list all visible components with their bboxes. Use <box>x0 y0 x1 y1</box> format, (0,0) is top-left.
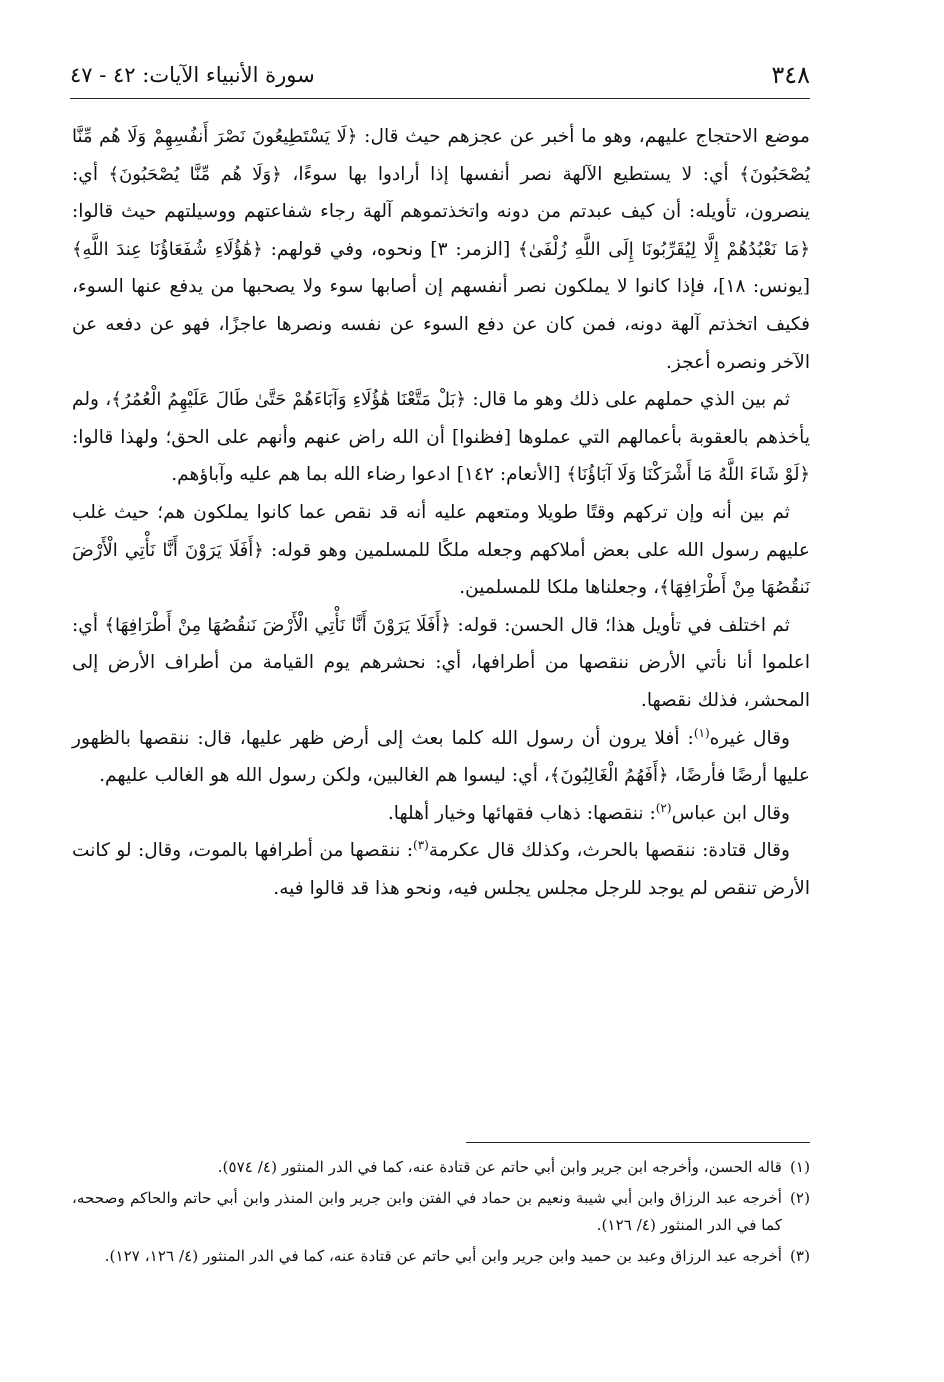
text-segment: ثم بين أنه وإن تركهم وقتًا طويلا ومتعهم عليه أنه قد نقص عما كانوا يملكون هم؛ حيث غلب عليهم رسول الله على بعض أملاكهم وجعله ملكًا للمسلمين وهو قوله: <box>72 501 810 561</box>
footnote-number: (١) <box>789 1158 810 1176</box>
text-segment: أي: لا يستطيع الآلهة نصر أنفسها إذا أرادوا بها سوءًا، <box>281 163 740 185</box>
text-segment: وقال غيره <box>709 727 790 749</box>
quran-quote: ﴿وَلَا هُم مِّنَّا يُصْحَبُونَ﴾ <box>108 163 282 185</box>
footnote-3 <box>72 1243 810 1270</box>
paragraph-2 <box>72 381 810 494</box>
footnote-reference[interactable]: (٣) <box>413 838 429 853</box>
text-segment: أي: ينصرون، تأويله: أن كيف عبدتم من دونه واتخذتموهم آلهة رجاء شفاعتهم ووسيلتهم حيث قالوا: <box>72 163 810 223</box>
quran-quote: ﴿هَٰؤُلَاءِ شُفَعَاؤُنَا عِندَ اللَّهِ﴾ <box>72 238 263 260</box>
text-segment: : أفلا يرون أن رسول الله كلما بعث إلى أرض ظهر عليها، قال: ننقصها بالظهور عليها أرضًا فأرضًا، <box>72 727 810 787</box>
page-header <box>70 52 810 99</box>
text-segment: وقال ابن عباس <box>671 802 790 824</box>
quran-quote: ﴿أَفَهُمُ الْغَالِبُونَ﴾ <box>549 765 669 787</box>
paragraph-1 <box>72 118 810 381</box>
footnote-2 <box>72 1185 810 1239</box>
footnote-number: (٢) <box>789 1189 810 1207</box>
text-segment: : ننقصها من أطرافها بالموت، وقال: لو كانت الأرض تنقص لم يوجد للرجل مجلس يجلس فيه، ونحو هذا قد قالوا فيه. <box>72 840 810 899</box>
text-segment: موضع الاحتجاج عليهم، وهو ما أخبر عن عجزهم حيث قال: <box>357 126 810 147</box>
quran-quote: ﴿أَفَلَا يَرَوْنَ أَنَّا نَأْتِي الْأَرْضَ نَنقُصُهَا مِنْ أَطْرَافِهَا﴾ <box>72 539 810 599</box>
footnote-number: (٣) <box>789 1247 810 1265</box>
text-segment: وقال قتادة: ننقصها بالحرث، وكذلك قال عكرمة <box>428 840 790 862</box>
text-segment: ، أي: ليسوا هم الغالبين، ولكن رسول الله هو الغالب عليهم. <box>99 765 550 787</box>
paragraph-5 <box>72 720 810 795</box>
text-segment: [يونس: ١٨]، فإذا كانوا لا يملكون نصر أنفسهم إن أصابها سوء ولا يصحبها من يدفع عنها السوء، فكيف اتخذتم آلهة دونه، فمن كان عن دفع السوء عن نفسه ونصرها عاجزًا، فهو عن دفعه عن الآخر ونصره أعجز. <box>72 276 810 373</box>
text-segment: : ننقصها: ذهاب فقهائها وخيار أهلها. <box>387 802 656 824</box>
footnote-text: أخرجه عبد الرزاق وابن أبي شيبة ونعيم بن حماد في الفتن وابن جرير وابن المنذر وابن أبي حاتم والحاكم وصححه، كما في الدر المنثور (٤/ ١٢٦). <box>72 1189 782 1234</box>
page-number: ٣٤٨ <box>771 61 810 89</box>
paragraph-4 <box>72 607 810 720</box>
main-text <box>72 118 810 907</box>
quran-quote: ﴿لَوْ شَاءَ اللَّهُ مَا أَشْرَكْنَا وَلَا آبَاؤُنَا﴾ <box>566 464 810 486</box>
quran-quote: ﴿مَا نَعْبُدُهُمْ إِلَّا لِيُقَرِّبُونَا إِلَى اللَّهِ زُلْفَىٰ﴾ <box>518 238 810 260</box>
footnote-reference[interactable]: (١) <box>693 725 710 740</box>
paragraph-7 <box>72 832 810 907</box>
footnote-text: قاله الحسن، وأخرجه ابن جرير وابن أبي حاتم عن قتادة عنه، كما في الدر المنثور (٤/ ٥٧٤). <box>217 1158 782 1176</box>
text-segment: [الزمر: ٣] ونحوه، وفي قولهم: <box>262 238 519 260</box>
text-segment: ، ولم يأخذهم بالعقوبة بأعمالهم التي عملوها [فظنوا] أن الله راض عنهم وأنهم على الحق؛ ولهذا قالوا: <box>72 389 810 448</box>
footnote-text: أخرجه عبد الرزاق وعبد بن حميد وابن جرير وابن أبي حاتم عن قتادة عنه، كما في الدر المنثور (٤/ ١٢٦، ١٢٧). <box>104 1247 782 1265</box>
text-segment: ، وجعلناها ملكا للمسلمين. <box>459 577 660 599</box>
footnote-divider <box>466 1142 810 1143</box>
paragraph-3 <box>72 494 810 607</box>
footnote-reference[interactable]: (٢) <box>655 800 672 815</box>
text-segment: [الأنعام: ١٤٢] ادعوا رضاء الله بما هم عليه وآباؤهم. <box>171 464 567 486</box>
running-title: سورة الأنبياء الآيات: ٤٢ - ٤٧ <box>70 63 315 87</box>
quran-quote: ﴿لَا يَسْتَطِيعُونَ نَصْرَ أَنفُسِهِمْ وَلَا هُم مِّنَّا يُصْحَبُونَ﴾ <box>72 126 810 185</box>
paragraph-6 <box>72 795 810 833</box>
text-segment: أي: اعلموا أنا نأتي الأرض ننقصها من أطرافها، أي: نحشرهم يوم القيامة من أطراف الأرض إلى المحشر، فذلك نقصها. <box>72 614 810 711</box>
text-segment: ثم اختلف في تأويل هذا؛ قال الحسن: قوله: <box>450 614 790 636</box>
footnotes <box>72 1154 810 1274</box>
quran-quote: ﴿بَلْ مَتَّعْنَا هَٰؤُلَاءِ وَآبَاءَهُمْ حَتَّىٰ طَالَ عَلَيْهِمُ الْعُمُرُ﴾ <box>111 389 467 411</box>
footnote-1 <box>72 1154 810 1181</box>
text-segment: ثم بين الذي حملهم على ذلك وهو ما قال: <box>466 389 791 411</box>
quran-quote: ﴿أَفَلَا يَرَوْنَ أَنَّا نَأْتِي الْأَرْضَ نَنقُصُهَا مِنْ أَطْرَافِهَا﴾ <box>104 614 451 636</box>
